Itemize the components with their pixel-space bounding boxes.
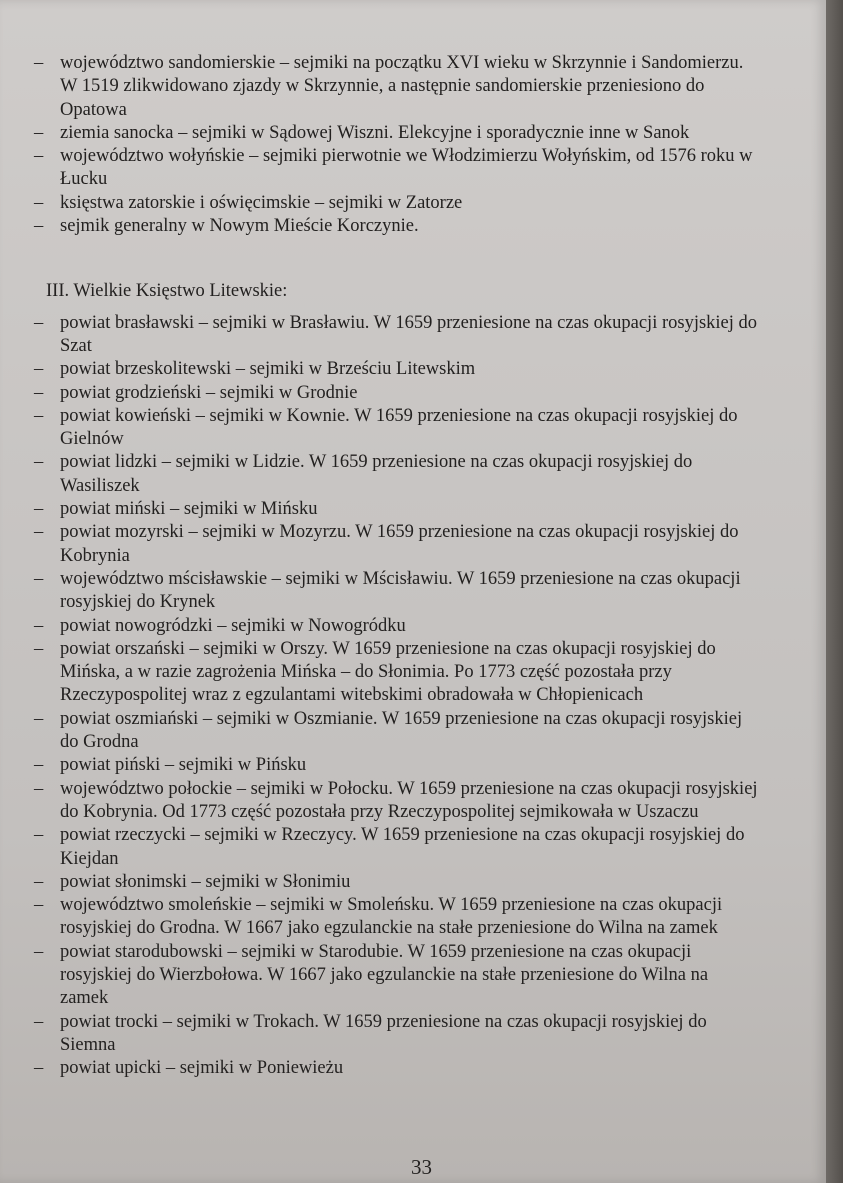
list-item: – powiat oszmiański – sejmiki w Oszmianie. W 1659 przeniesione na czas okupacji rosyjskiej do Grodna	[34, 708, 743, 753]
list-item: – powiat piński – sejmiki w Pińsku	[34, 755, 307, 776]
list-item: – województwo smoleńskie – sejmiki w Smoleńsku. W 1659 przeniesione na czas okupacji rosyjskiej do Grodna. W 1667 jako egzulanckie na stałe przeniesione do Wilna na zamek	[34, 895, 723, 939]
list-item: – powiat rzeczycki – sejmiki w Rzeczycy. W 1659 przeniesione na czas okupacji rosyjskiej do Kiejdan	[34, 825, 745, 869]
list-item: – księstwa zatorskie i oświęcimskie – sejmiki w Zatorze	[34, 192, 463, 213]
list-item: – powiat brzeskolitewski – sejmiki w Brześciu Litewskim	[34, 359, 476, 380]
list-item: – powiat mozyrski – sejmiki w Mozyrzu. W 1659 przeniesione na czas okupacji rosyjskiej do Kobrynia	[34, 522, 739, 566]
book-edge	[826, 0, 843, 1183]
list-item: – powiat nowogródzki – sejmiki w Nowogródku	[34, 615, 406, 636]
list-item: – powiat miński – sejmiki w Mińsku	[34, 499, 318, 520]
list-item: – powiat upicki – sejmiki w Poniewieżu	[34, 1058, 344, 1079]
list-item: – województwo mścisławskie – sejmiki w Mścisławiu. W 1659 przeniesione na czas okupacji rosyjskiej do Krynek	[34, 568, 741, 613]
page-number: 33	[411, 1155, 432, 1179]
section-iii-list	[28, 312, 758, 1081]
list-item: – powiat brasławski – sejmiki w Brasławiu. W 1659 przeniesione na czas okupacji rosyjskiej do Szat	[34, 312, 758, 356]
page-text	[28, 52, 758, 1080]
list-item: – województwo wołyńskie – sejmiki pierwotnie we Włodzimierzu Wołyńskim, od 1576 roku w Łucku	[34, 146, 753, 190]
list-item: – województwo sandomierskie – sejmiki na początku XVI wieku w Skrzynnie i Sandomierzu. W 1519 zlikwidowano zjazdy w Skrzynnie, a następnie sandomierskie przeniesiono do Opatowa	[34, 53, 744, 120]
list-item: – powiat kowieński – sejmiki w Kownie. W 1659 przeniesione na czas okupacji rosyjskiej do Gielnów	[34, 405, 738, 450]
list-item: – sejmik generalny w Nowym Mieście Korczynie.	[34, 216, 419, 237]
section-ii-list	[28, 52, 758, 238]
list-item: – powiat trocki – sejmiki w Trokach. W 1659 przeniesione na czas okupacji rosyjskiej do Siemna	[34, 1011, 707, 1055]
section-heading: III. Wielkie Księstwo Litewskie:	[46, 281, 288, 302]
list-item: – powiat orszański – sejmiki w Orszy. W 1659 przeniesione na czas okupacji rosyjskiej do Mińska, a w razie zagrożenia Mińska – do Słonimia. Po 1773 część pozostała przy Rzeczypospolitej wraz z egzulantami witebskimi obradowała w Chłopienicach	[34, 638, 716, 706]
list-item: – powiat lidzki – sejmiki w Lidzie. W 1659 przeniesione na czas okupacji rosyjskiej do Wasiliszek	[34, 452, 693, 496]
list-item: – województwo połockie – sejmiki w Połocku. W 1659 przeniesione na czas okupacji rosyjskiej do Kobrynia. Od 1773 część pozostała przy Rzeczypospolitej sejmikowała w Uszaczu	[34, 778, 758, 822]
list-item: – powiat starodubowski – sejmiki w Starodubie. W 1659 przeniesione na czas okupacji rosyjskiej do Wierzbołowa. W 1667 jako egzulanckie na stałe przeniesione do Wilna na zamek	[34, 941, 709, 1009]
list-item: – ziemia sanocka – sejmiki w Sądowej Wiszni. Elekcyjne i sporadycznie inne w Sanok	[34, 122, 690, 143]
list-item: – powiat słonimski – sejmiki w Słonimiu	[34, 871, 351, 892]
list-item: – powiat grodzieński – sejmiki w Grodnie	[34, 382, 358, 403]
